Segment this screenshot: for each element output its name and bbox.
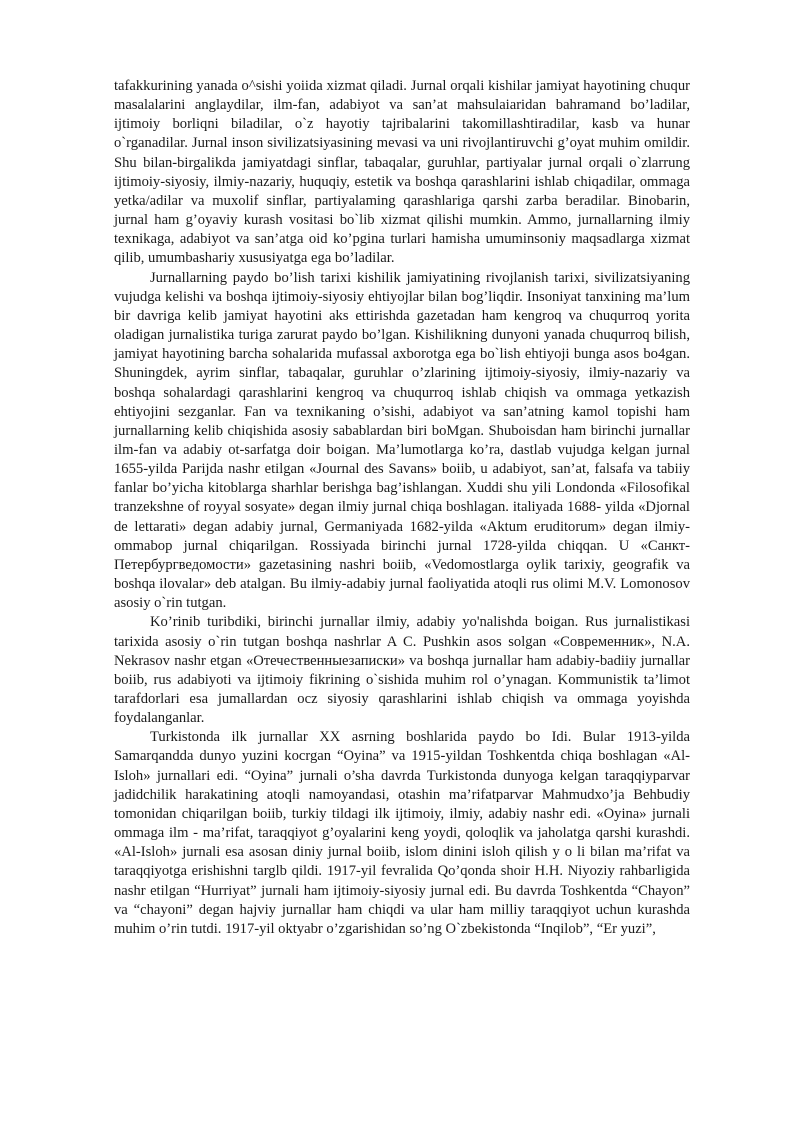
paragraph-continued: tafakkurining yanada o^sishi yoiida xizmat qiladi. Jurnal orqali kishilar jamiyat hayotining chuqur masalalarini anglaydilar, ilm-fan, adabiyot va san’at mahsulaiaridan bahramand bo’ladilar, ijtimoiy borliqni biladilar, o`z hayotiy tajribalarini takomillashtiradilar, kasb va hunar o`rganadilar. Jurnal inson sivilizatsiyasining mevasi va uni rivojlantiruvchi g’oyat muhim omildir. Shu bilan-birgalikda jamiyatdagi sinflar, tabaqalar, guruhlar, partiyalar jurnal orqali o`zlarrung ijtimoiy-siyosiy, ilmiy-nazariy, huquqiy, estetik va boshqa qarashlarini ishlab chiqadilar, ommaga yetka/adilar va muxolif sinflar, partiyalaming qarashlariga qarshi zarba beradilar. Binobarin, jurnal ham g’oyaviy kurash vositasi bo`lib xizmat qilishi mumkin. Ammo, jurnallarning ilmiy texnikaga, adabiyot va san’atga oid ko’pgina turlari hamisha umuminsoniy maqsadlarga xizmat qilib, umumbashariy xususiyatga ega bo’ladilar. [114, 78, 690, 267]
document-page [114, 77, 690, 939]
paragraph-turkistan-journals: Turkistonda ilk jurnallar XX asrning boshlarida paydo bo Idi. Bular 1913-yilda Samarqandda dunyo yuzini kocrgan “Oyina” va 1915-yildan Toshkentda chiqa boshlagan «Al-Isloh» jurnallari edi. “Oyina” jurnali o’sha davrda Turkistonda dunyoga kelgan taraqqiyparvar jadidchilik harakatining atoqli namoyandasi, otashin ma’rifatparvar Mahmudxo’ja Behbudiy tomonidan chiqarilgan boiib, turkiy tildagi ilk ijtimoiy, ilmiy, adabiy nashr edi. «Oyina» jurnali ommaga ilm - ma’rifat, taraqqiyot g’oyalarini keng yoydi, qoloqlik va jaholatga qarshi kurashdi. «Al-Isloh» jurnali esa asosan diniy jurnal boiib, islom dinini isloh qilish y o li bilan ma’rifat va taraqqiyotga erishishni targlb qildi. 1917-yil fevralida Qo’qonda shoir H.H. Niyoziy rahbarligida nashr etilgan “Hurriyat” jurnali ham ijtimoiy-siyosiy jurnal edi. Bu davrda Toshkentda “Chayon” va “chayoni” degan hajviy jurnallar ham chiqdi va ular ham milliy taraqqiyot uchun kurashda muhim o’rin tutdi. 1917-yil oktyabr o’zgarishidan so’ng O`zbekistonda “Inqilob”, “Er yuzi”, [114, 729, 690, 937]
paragraph-russian-journals: Ko’rinib turibdiki, birinchi jurnallar ilmiy, adabiy yo'nalishda boigan. Rus jurnalistikasi tarixida asosiy o`rin tutgan boshqa nashrlar A C. Pushkin asos solgan «Современник», N.A. Nekrasov nashr etgan «Отечественныезаписки» va boshqa jurnallar ham adabiy-badiiy jurnallar boiib, rus adabiyoti va ijtimoiy fikrining o`sishida muhim rol o’ynagan. Kommunistik ta’limot tarafdorlari esa jumallardan ocz siyosiy qarashlarini ishlab chiqish va ommaga yoyishda foydalanganlar. [114, 614, 690, 727]
paragraph-journal-history: Jurnallarning paydo bo’lish tarixi kishilik jamiyatining rivojlanish tarixi, sivilizatsiyaning vujudga kelishi va boshqa ijtimoiy-siyosiy ehtiyojlar bilan bog’liqdir. Insoniyat tanxining ma’lum bir davriga kelib jamiyat hayotini aks ettirishda gazetadan ham kengroq va chuqurroq yorita oladigan jurnalistika turiga zarurat paydo bo’lgan. Kishilikning dunyoni yanada chuqurroq bilish, jamiyat hayotining barcha sohalarida mufassal axborotga ega bo`lish ehtiyoji bunga asos bo4gan. Shuningdek, ayrim sinflar, tabaqalar, guruhlar o’zlarining ijtimoiy-siyosiy, ilmiy-nazariy va boshqa sohalardagi qarashlarini kengroq va chuqurroq ishlab chiqish va ommaga yetkazish ehtiyojini sezganlar. Fan va texnikaning o’sishi, adabiyot va san’atning kamol topishi ham jurnallarning kelib chiqishida asosiy sabablardan biri boMgan. Shuboisdan ham birinchi jurnallar ilm-fan va adabiy ot-sarfatga doir boigan. Ma’lumotlarga ko’ra, dastlab vujudga kelgan jurnal 1655-yilda Parijda nashr etilgan «Journal des Savans» boiib, u adabiyot, san’at, falsafa va tabiiy fanlar bo’yicha kitoblarga sharhlar berishga bag’ishlangan. Xuddi shu yili Londonda «Filosofikal tranzekshne of royyal sosyate» degan ilmiy jurnal chiqa boshlagan. italiyada 1688- yilda «Djornal de lettarati» degan adabiy jurnal, Germaniyada 1682-yilda «Aktum eruditorum» degan ilmiy-ommabop jurnal chiqarilgan. Rossiyada birinchi jurnal 1728-yilda chiqqan. U «Санкт-Петербургведомости» gazetasining nashri boiib, «Vedomostlarga oylik tarixiy, geografik va boshqa ilovalar» deb atalgan. Bu ilmiy-adabiy jurnal faoliyatida atoqli rus olimi M.V. Lomonosov asosiy o`rin tutgan. [114, 269, 690, 612]
